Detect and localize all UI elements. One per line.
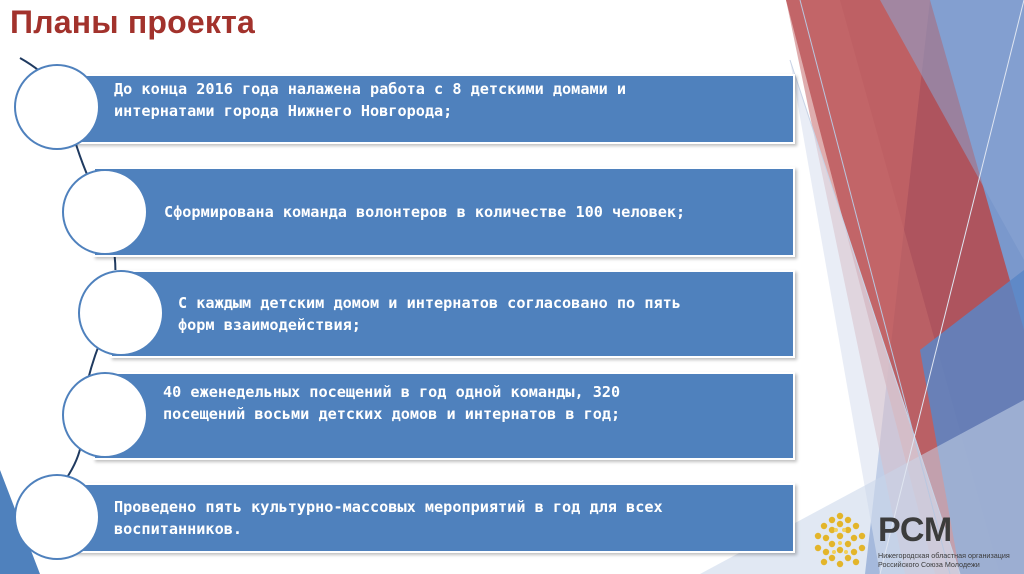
plan-item-line: форм взаимодействия; (178, 316, 361, 334)
honeycomb-logo-icon (808, 508, 872, 572)
logo-subtitle-2: Российского Союза Молодежи (878, 560, 980, 569)
bullet-circle-2 (62, 169, 148, 255)
bullet-circle-5 (14, 474, 100, 560)
plan-item-line: Сформирована команда волонтеров в количестве 100 человек; (164, 203, 686, 221)
rsm-logo (808, 508, 1018, 572)
plan-item-text-3 (178, 292, 681, 336)
bullet-circle-1 (14, 64, 100, 150)
page-title: Планы проекта (10, 4, 255, 40)
plan-item-line: воспитанников. (114, 520, 243, 538)
plan-item-line: 40 еженедельных посещений в год одной команды, 320 (163, 383, 621, 401)
plan-item-line: До конца 2016 года налажена работа с 8 детскими домами и (114, 80, 627, 98)
plan-item-text-2 (164, 201, 685, 223)
logo-abbreviation: РСМ (878, 511, 953, 549)
plan-item-text-4 (163, 381, 620, 425)
plan-item-text-5 (114, 496, 663, 540)
logo-subtitle-1: Нижегородская областная организация (878, 551, 1010, 560)
plan-item-line: интернатами города Нижнего Новгорода; (114, 102, 453, 120)
plan-item-line: Проведено пять культурно-массовых мероприятий в год для всех (114, 498, 663, 516)
bullet-circle-3 (78, 270, 164, 356)
plan-item-text-1 (114, 78, 626, 122)
plan-item-line: С каждым детским домом и интернатов согласовано по пять (178, 294, 681, 312)
bullet-circle-4 (62, 372, 148, 458)
plan-item-line: посещений восьми детских домов и интернатов в год; (163, 405, 621, 423)
